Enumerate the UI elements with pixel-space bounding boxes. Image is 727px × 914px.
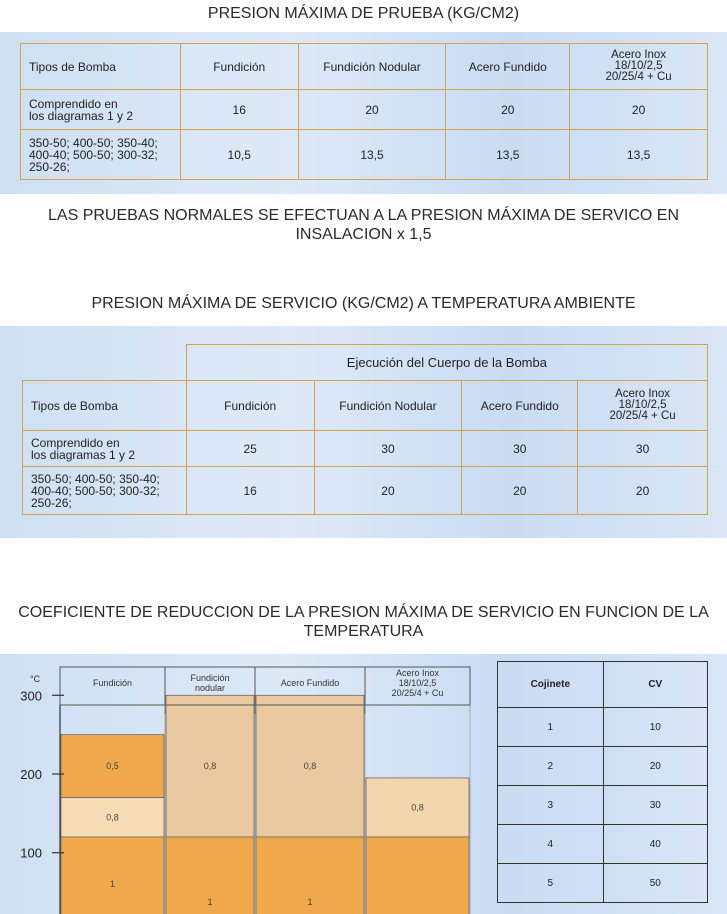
section3-title: COEFICIENTE DE REDUCCION DE LA PRESION MÁXIMA DE SERVICIO EN FUNCION DE LA TEMPERATURA bbox=[18, 604, 709, 640]
section2-header-cell: Fundición Nodular bbox=[314, 381, 462, 431]
section2-row0-cell: 25 bbox=[186, 431, 314, 467]
section2-row1-cell: 20 bbox=[314, 467, 462, 515]
cv-header-cell: CV bbox=[603, 662, 707, 708]
band-label: 1 bbox=[307, 896, 313, 907]
cv-row bbox=[498, 708, 708, 747]
section2-panel bbox=[0, 326, 727, 538]
section1-row0-cell: 16 bbox=[180, 90, 298, 130]
y-tick-label: 100 bbox=[20, 845, 42, 861]
cv-cell: 20 bbox=[603, 747, 707, 786]
cv-row bbox=[498, 786, 708, 825]
section1-header-cell: Acero Fundido bbox=[446, 44, 570, 90]
band-label: 1 bbox=[207, 896, 213, 907]
y-tick-label: 200 bbox=[20, 767, 42, 782]
chart-column-label: Acero Fundido bbox=[280, 678, 340, 688]
group-header: Ejecución del Cuerpo de la Bomba bbox=[186, 345, 707, 381]
reduction-band bbox=[366, 837, 469, 914]
cv-table bbox=[497, 661, 708, 903]
cv-cell: 3 bbox=[498, 786, 604, 825]
cv-cell: 2 bbox=[498, 747, 604, 786]
note-text: LAS PRUEBAS NORMALES SE EFECTUAN A LA PRESION MÁXIMA DE SERVICO EN INSALACION x 1,5 bbox=[48, 207, 679, 243]
section2-row1-cell: 16 bbox=[186, 467, 314, 515]
cv-cell: 50 bbox=[603, 864, 707, 903]
cv-cell: 1 bbox=[498, 708, 604, 747]
section1-row0-cell: Comprendido en los diagramas 1 y 2 bbox=[21, 90, 181, 130]
max-test-pressure-table bbox=[20, 43, 708, 180]
section2-row1-cell: 20 bbox=[462, 467, 578, 515]
temperature-reduction-chart bbox=[0, 654, 480, 914]
section2-row1-cell: 350-50; 400-50; 350-40; 400-40; 500-50; 300-32; 250-26; bbox=[23, 467, 187, 515]
section2-row0-cell: 30 bbox=[578, 431, 708, 467]
chart-column-label: Acero Inox 18/10/2,5 20/25/4 + Cu bbox=[391, 668, 444, 698]
y-tick-label: 300 bbox=[20, 688, 42, 704]
section1-row0-cell: 20 bbox=[446, 90, 570, 130]
section1-row1-cell: 13,5 bbox=[446, 130, 570, 180]
chart-column-label: Fundición nodular bbox=[190, 673, 230, 693]
cv-row bbox=[498, 747, 708, 786]
section1-row1-cell: 13,5 bbox=[570, 130, 708, 180]
cv-cell: 10 bbox=[603, 708, 707, 747]
section1-header-cell: Fundición bbox=[180, 44, 298, 90]
section2-row0-cell: 30 bbox=[462, 431, 578, 467]
section1-header-cell: Acero Inox 18/10/2,5 20/25/4 + Cu bbox=[570, 44, 708, 90]
cv-cell: 5 bbox=[498, 864, 604, 903]
band-label: 0,8 bbox=[303, 761, 317, 772]
section1-row0-cell: 20 bbox=[570, 90, 708, 130]
cv-header-cell: Cojinete bbox=[498, 662, 604, 708]
temperature-unit: °C bbox=[30, 674, 41, 684]
band-label: 0,8 bbox=[203, 761, 217, 772]
section2-title: PRESION MÁXIMA DE SERVICIO (KG/CM2) A TEMPERATURA AMBIENTE bbox=[91, 295, 636, 312]
band-label: 1 bbox=[109, 879, 116, 890]
section1-title: PRESION MÁXIMA DE PRUEBA (KG/CM2) bbox=[207, 5, 520, 22]
cv-cell: 30 bbox=[603, 786, 707, 825]
section1-header-cell: Fundición Nodular bbox=[298, 44, 446, 90]
section1-row0-cell: 20 bbox=[298, 90, 446, 130]
reduction-band bbox=[61, 837, 164, 914]
band-label: 0,8 bbox=[411, 802, 424, 813]
section2-row0-cell: Comprendido en los diagramas 1 y 2 bbox=[23, 431, 187, 467]
chart-column-label: Fundición bbox=[92, 678, 133, 688]
section2-header-cell: Tipos de Bomba bbox=[23, 381, 187, 431]
cv-row bbox=[498, 825, 708, 864]
section2-header-cell: Fundición bbox=[186, 381, 314, 431]
section2-row0-cell: 30 bbox=[314, 431, 462, 467]
max-service-pressure-table bbox=[22, 344, 708, 515]
cv-row bbox=[498, 864, 708, 903]
section2-row1-cell: 20 bbox=[578, 467, 708, 515]
cv-cell: 4 bbox=[498, 825, 604, 864]
section2-header-cell: Acero Fundido bbox=[462, 381, 578, 431]
cv-cell: 40 bbox=[603, 825, 707, 864]
band-label: 0,5 bbox=[106, 761, 119, 772]
section2-header-cell: Acero Inox 18/10/2,5 20/25/4 + Cu bbox=[578, 381, 708, 431]
section1-panel bbox=[0, 32, 727, 194]
section3-panel bbox=[0, 654, 727, 914]
section1-row1-cell: 13,5 bbox=[298, 130, 446, 180]
section1-row1-cell: 350-50; 400-50; 350-40; 400-40; 500-50; 300-32; 250-26; bbox=[21, 130, 181, 180]
section1-header-cell: Tipos de Bomba bbox=[21, 44, 181, 90]
band-label: 0,8 bbox=[106, 812, 119, 823]
section1-row1-cell: 10,5 bbox=[180, 130, 298, 180]
